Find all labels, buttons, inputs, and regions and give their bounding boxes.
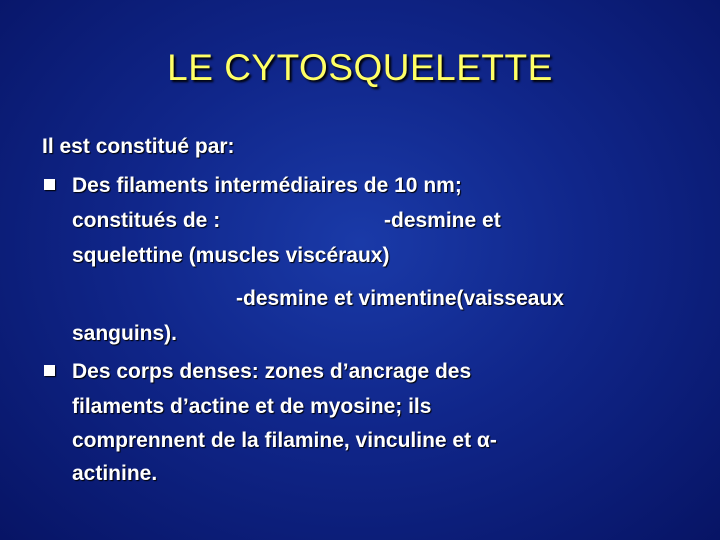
bullet1-line2a: constitués de : bbox=[72, 209, 221, 232]
bullet1-line4: -desmine et vimentine(vaisseaux bbox=[236, 287, 564, 310]
slide-title: LE CYTOSQUELETTE bbox=[167, 47, 553, 88]
intro-text: Il est constitué par: bbox=[42, 135, 235, 158]
bullet2-line3: comprennent de la filamine, vinculine et α- bbox=[72, 429, 497, 452]
bullet2-line1: Des corps denses: zones d’ancrage des bbox=[72, 360, 472, 383]
bullet1-line1: Des filaments intermédiaires de 10 nm; bbox=[72, 174, 462, 197]
bullet1-line5: sanguins). bbox=[72, 322, 178, 345]
bullet1-line2b: -desmine et bbox=[384, 209, 501, 232]
bullet2-line2: filaments d’actine et de myosine; ils bbox=[72, 395, 432, 418]
square-bullet-icon bbox=[44, 365, 55, 376]
bullet1-line3: squelettine (muscles viscéraux) bbox=[72, 244, 390, 267]
bullet2-line4: actinine. bbox=[72, 462, 158, 485]
square-bullet-icon bbox=[44, 179, 55, 190]
